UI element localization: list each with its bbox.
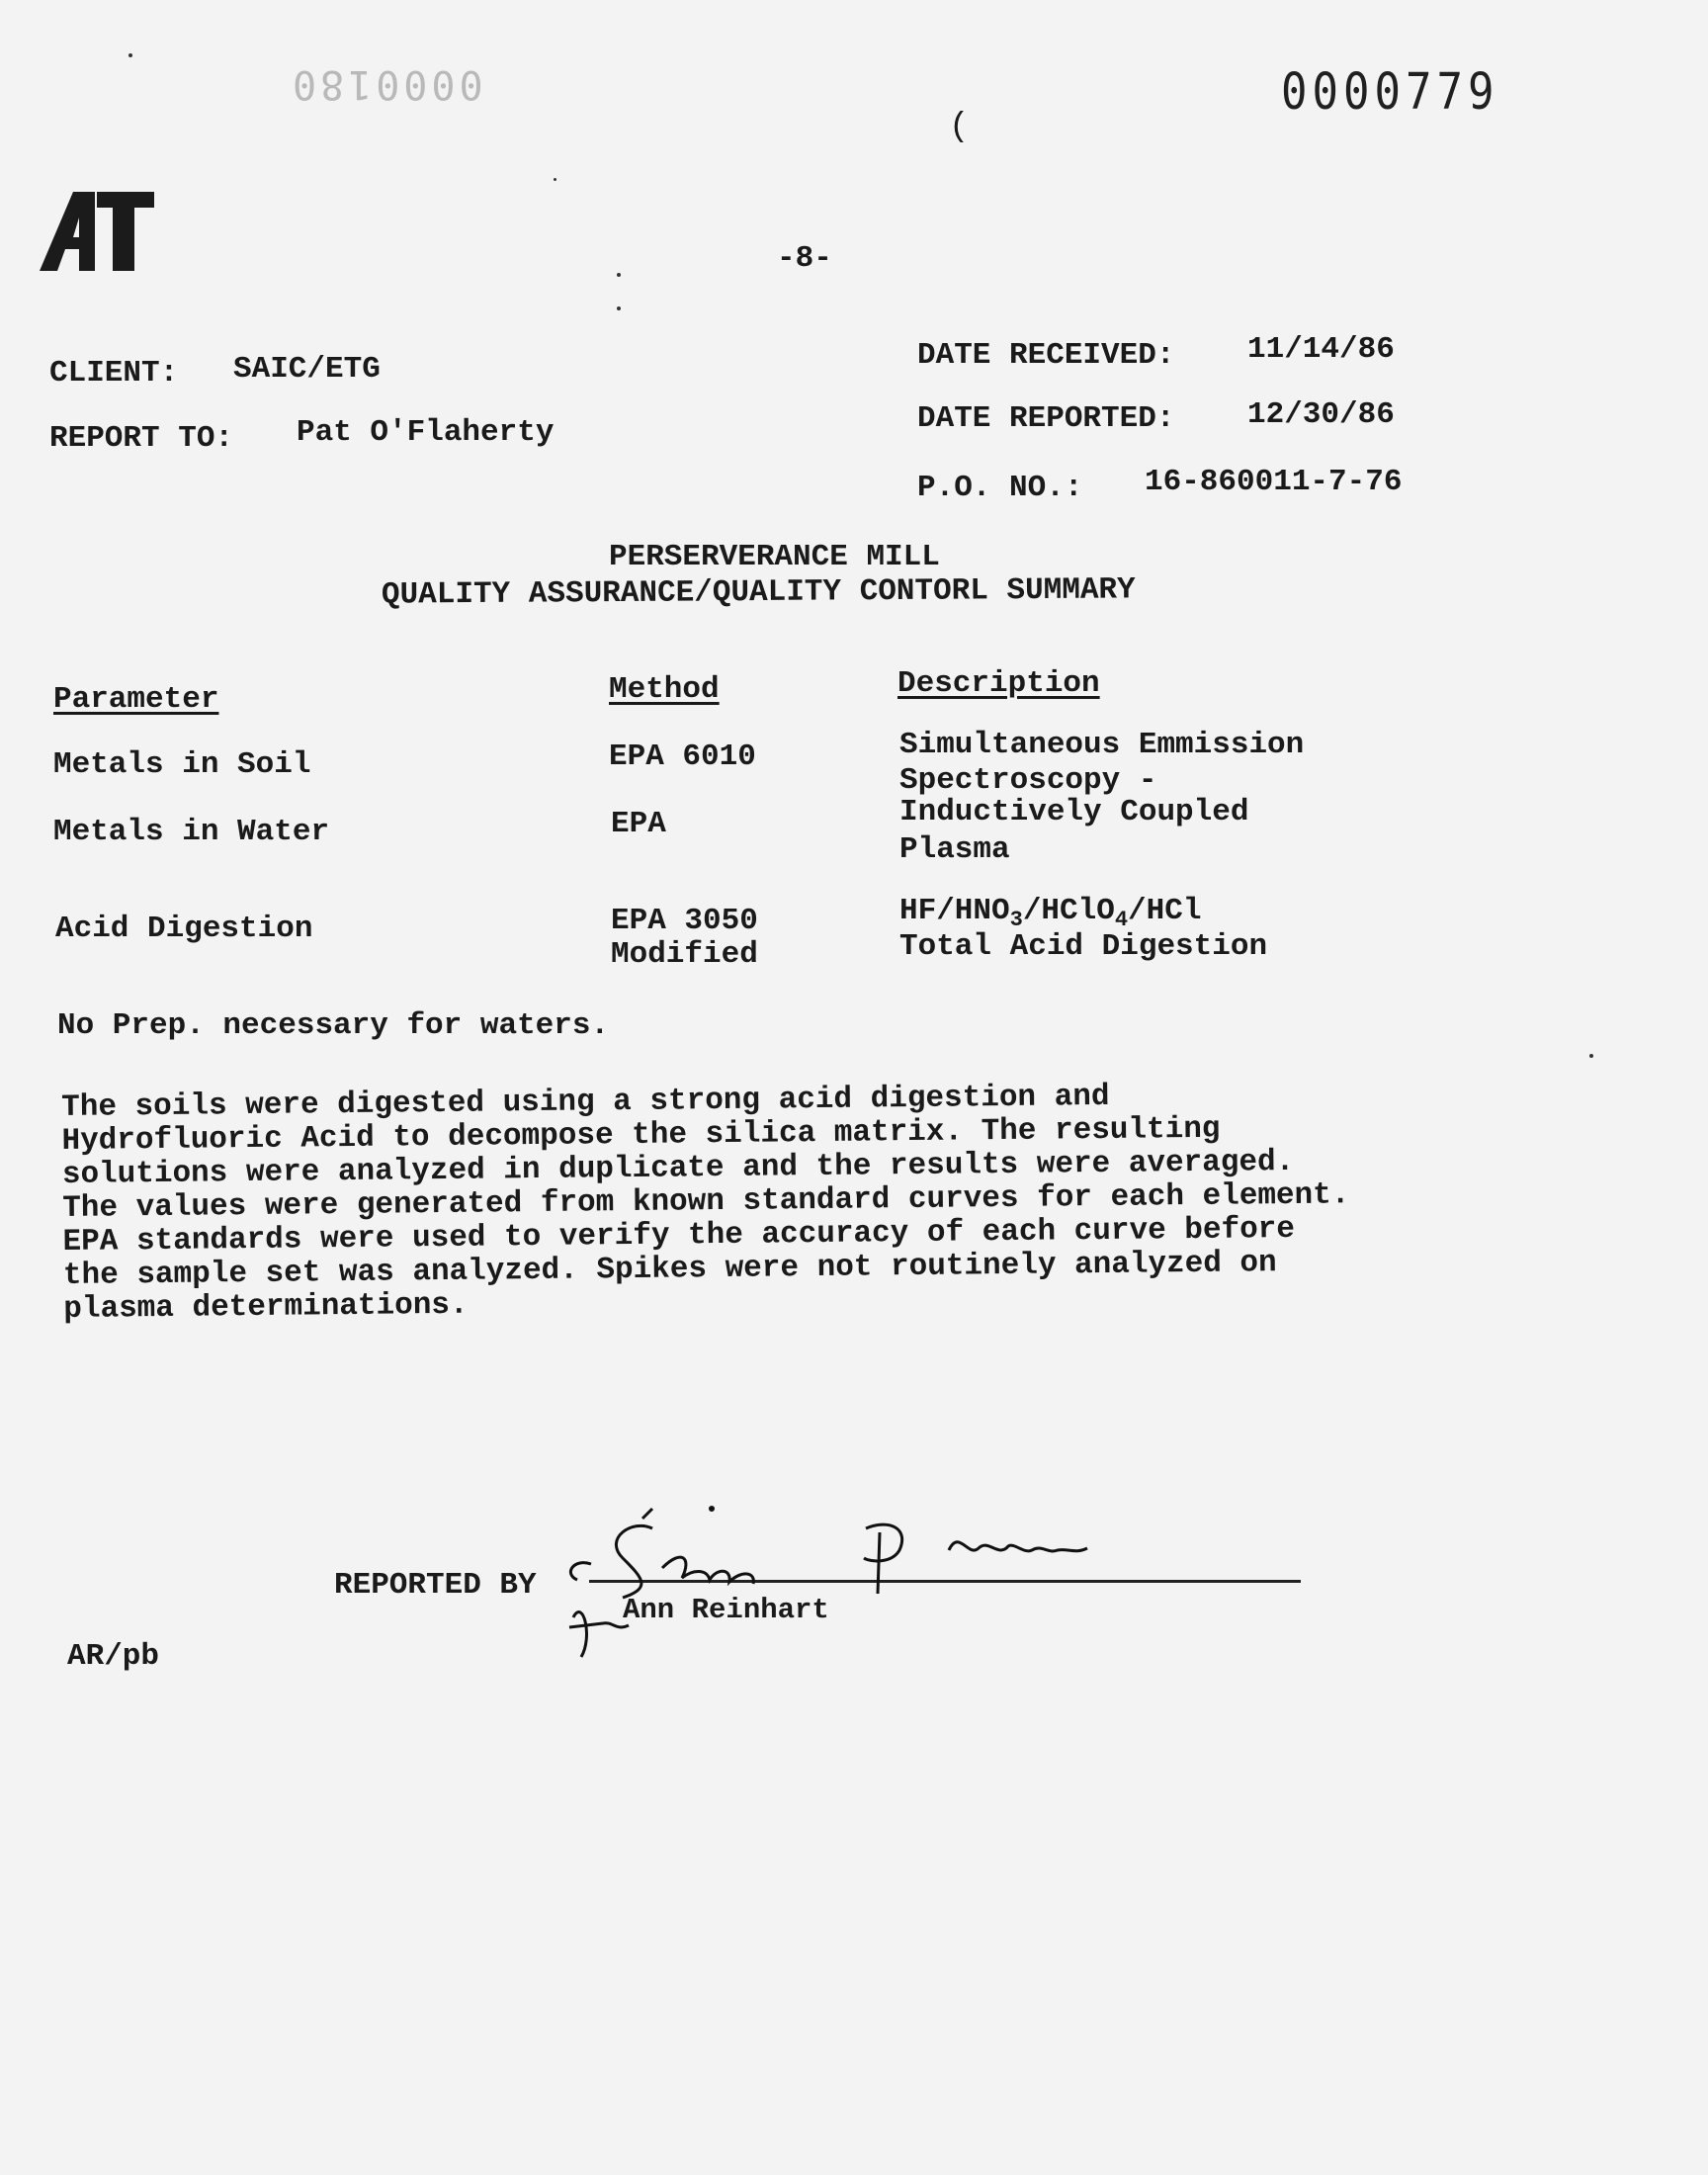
report-to-value: Pat O'Flaherty <box>297 415 555 450</box>
faded-stamp-number: 0000180 <box>289 61 483 107</box>
body-paragraph: The soils were digested using a strong acid digestion and Hydrofluoric Acid to decompose the silica matrix. The resulting solutions were analyzed in duplicate and the results were averaged. The values were generated from known standard curves for each element. EPA standards were used to verify the accuracy of each curve before the sample set was analyzed. Spikes were not routinely analyzed on plasma determinations. <box>60 1079 1350 1327</box>
stamp-number: 0000779 <box>1281 63 1499 122</box>
row-description: Simultaneous Emmission <box>899 728 1305 762</box>
row-description: Total Acid Digestion <box>899 929 1268 964</box>
reported-by-label: REPORTED BY <box>334 1568 537 1603</box>
date-reported-label: DATE REPORTED: <box>917 401 1175 436</box>
row-parameter: Acid Digestion <box>55 912 313 946</box>
date-received-label: DATE RECEIVED: <box>917 338 1175 373</box>
page-number: -8- <box>777 241 832 276</box>
row-description: Plasma <box>899 832 1010 867</box>
note: No Prep. necessary for waters. <box>57 1008 610 1043</box>
title-line-1: PERSERVERANCE MILL <box>609 540 940 574</box>
row-method: EPA <box>611 807 666 841</box>
margin-mark: ( <box>949 109 970 146</box>
scan-speck <box>128 53 132 57</box>
row-method: EPA 6010 <box>609 740 756 774</box>
row-description: Spectroscopy - <box>899 763 1157 798</box>
client-value: SAIC/ETG <box>233 352 381 387</box>
scan-speck <box>617 273 621 277</box>
row-description: $HF/HNO_3/HClO_4$/HCl <box>899 894 1202 933</box>
reported-by-name: Ann Reinhart <box>623 1594 829 1626</box>
scan-speck <box>617 306 621 310</box>
date-received-value: 11/14/86 <box>1247 332 1395 367</box>
po-label: P.O. NO.: <box>917 471 1083 505</box>
row-parameter: Metals in Soil <box>53 747 311 782</box>
scan-speck <box>554 178 556 181</box>
row-method: EPA 3050 <box>611 904 758 938</box>
date-reported-value: 12/30/86 <box>1247 397 1395 432</box>
po-value: 16-860011-7-76 <box>1145 465 1403 499</box>
client-label: CLIENT: <box>49 356 179 391</box>
scan-speck <box>1589 1054 1593 1058</box>
at-logo <box>40 188 158 273</box>
header-parameter: Parameter <box>53 682 219 717</box>
header-description: Description <box>897 666 1100 701</box>
report-to-label: REPORT TO: <box>49 421 234 456</box>
row-description: Inductively Coupled <box>899 795 1249 829</box>
row-method: Modified <box>611 937 758 972</box>
handwritten-signature <box>534 1499 1107 1667</box>
title-line-2: QUALITY ASSURANCE/QUALITY CONTORL SUMMARY <box>381 572 1136 613</box>
header-method: Method <box>609 672 720 707</box>
row-parameter: Metals in Water <box>53 815 330 849</box>
initials: AR/pb <box>67 1639 160 1674</box>
